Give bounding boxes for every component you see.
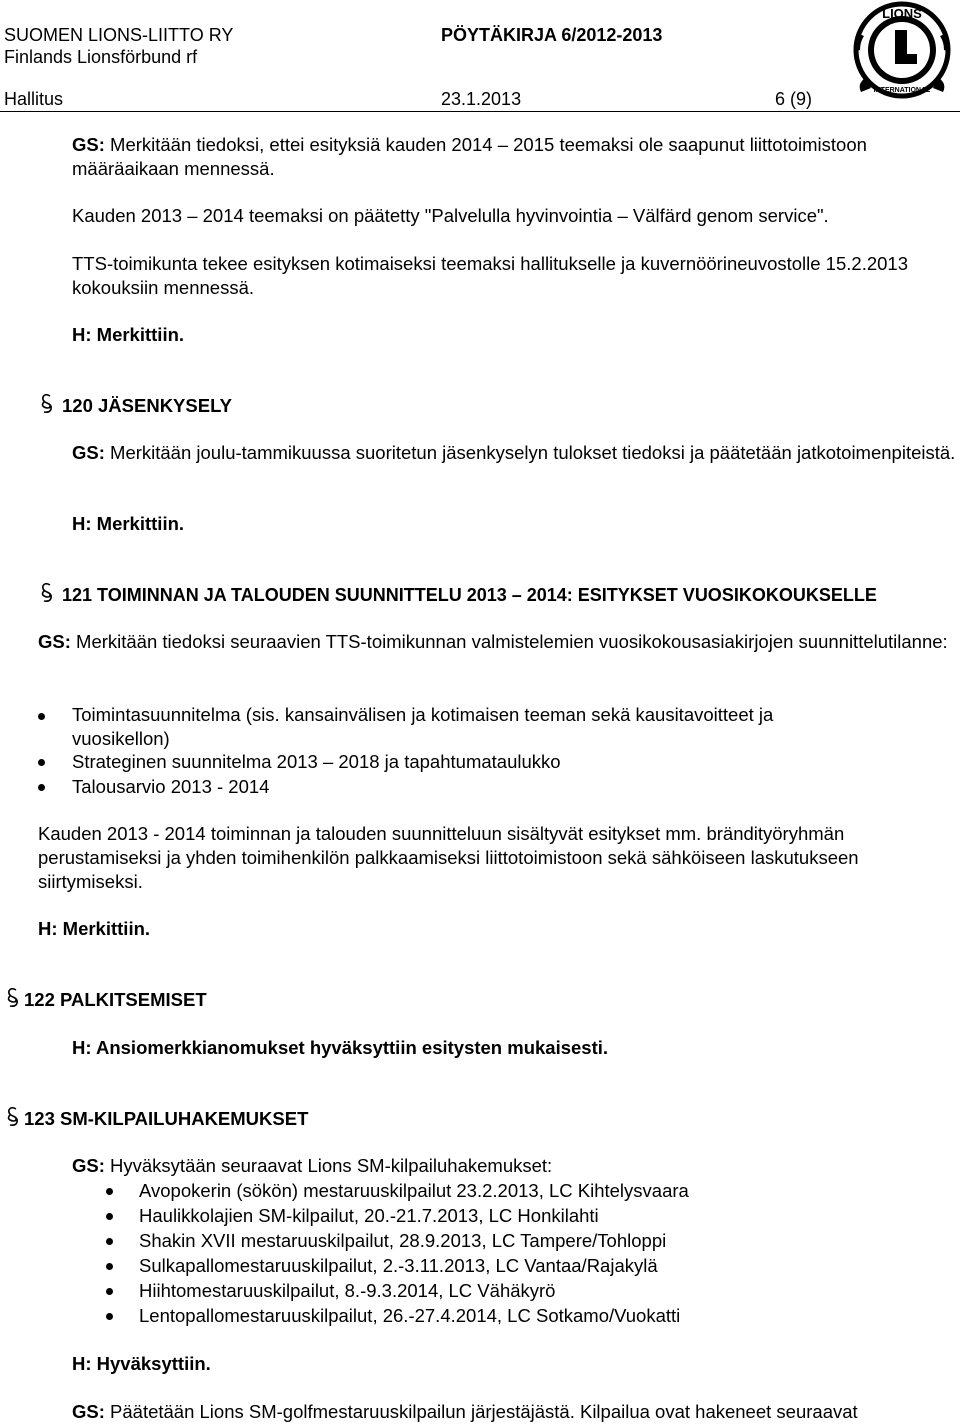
gs-label: GS: [72, 1401, 105, 1422]
section-121-gs-paragraph [38, 630, 958, 654]
list-item: Talousarvio 2013 - 2014 [72, 776, 270, 797]
header-rule [0, 111, 960, 112]
intro-gs-paragraph [72, 133, 957, 181]
gs-label: GS: [72, 1155, 105, 1176]
list-item-continuation: vuosikellon) [72, 728, 170, 749]
intro-paragraph-2: Kauden 2013 – 2014 teemaksi on päätetty "Palvelulla hyvinvointia – Välfärd genom service". [72, 205, 829, 226]
section-123-gs-paragraph [72, 1154, 957, 1178]
section-paragraph-icon [4, 986, 22, 1012]
list-item: Toimintasuunnitelma (sis. kansainvälisen ja kotimaisen teeman sekä kausitavoitteet ja [72, 704, 774, 725]
bullet-icon [106, 1188, 113, 1195]
bullet-icon [38, 759, 45, 766]
section-120-heading: 120 JÄSENKYSELY [62, 395, 233, 416]
section-paragraph-icon [4, 1105, 22, 1131]
header-body-name: Hallitus [4, 89, 64, 109]
list-item: Haulikkolajien SM-kilpailut, 20.-21.7.2013, LC Honkilahti [139, 1205, 599, 1226]
header-page-number: 6 (9) [775, 89, 813, 109]
section-121-body: Kauden 2013 - 2014 toiminnan ja talouden suunnitteluun sisältyvät esitykset mm. brändityöryhmän perustamiseksi ja yhden toimihenkilön palkkaamiseksi liittotoimistoon sekä sähköiseen laskutukseen siirtymiseksi. [38, 823, 859, 892]
section-123-gs2-paragraph [72, 1400, 957, 1424]
gs-label: GS: [38, 631, 71, 652]
org-name-sv: Finlands Lionsförbund rf [4, 47, 198, 67]
section-123-heading: 123 SM-KILPAILUHAKEMUKSET [24, 1108, 309, 1129]
section-120-gs-paragraph [72, 441, 957, 465]
logo-text-top: LIONS [882, 6, 922, 21]
logo-text-bottom: INTERNATIONAL [873, 87, 931, 94]
section-121-heading: 121 TOIMINNAN JA TALOUDEN SUUNNITTELU 2013 – 2014: ESITYKSET VUOSIKOKOUKSELLE [62, 585, 877, 605]
bullet-icon [106, 1263, 113, 1270]
section-120-gs-text: Merkitään joulu-tammikuussa suoritetun jäsenkyselyn tulokset tiedoksi ja päätetään jatkotoimenpiteistä. [104, 442, 956, 463]
bullet-icon [106, 1313, 113, 1320]
section-120-decision: H: Merkittiin. [72, 513, 185, 534]
bullet-icon [106, 1213, 113, 1220]
list-item: Shakin XVII mestaruuskilpailut, 28.9.2013, LC Tampere/Tohloppi [139, 1230, 667, 1251]
bullet-icon [38, 713, 45, 720]
section-paragraph-icon [38, 392, 56, 418]
intro-decision: H: Merkittiin. [72, 324, 185, 345]
header-date: 23.1.2013 [441, 89, 522, 109]
section-122-heading: 122 PALKITSEMISET [24, 989, 207, 1010]
list-item: Hiihtomestaruuskilpailut, 8.-9.3.2014, LC Vähäkyrö [139, 1280, 556, 1301]
bullet-icon [106, 1288, 113, 1295]
section-123-decision: H: Hyväksyttiin. [72, 1353, 211, 1374]
section-123-gs2-text: Päätetään Lions SM-golfmestaruuskilpailun järjestäjästä. Kilpailua ovat hakeneet seuraavat [104, 1401, 858, 1422]
list-item: Lentopallomestaruuskilpailut, 26.-27.4.2014, LC Sotkamo/Vuokatti [139, 1305, 681, 1326]
section-123-gs-text: Hyväksytään seuraavat Lions SM-kilpailuhakemukset: [104, 1155, 553, 1176]
gs-label: GS: [72, 134, 105, 155]
lions-logo [845, 0, 959, 108]
intro-gs-text: Merkitään tiedoksi, ettei esityksiä kauden 2014 – 2015 teemaksi ole saapunut liittotoimistoon määräaikaan mennessä. [72, 134, 867, 179]
section-121-decision: H: Merkittiin. [38, 918, 151, 939]
document-title: PÖYTÄKIRJA 6/2012-2013 [441, 25, 663, 45]
list-item: Avopokerin (sökön) mestaruuskilpailut 23.2.2013, LC Kihtelysvaara [139, 1180, 689, 1201]
list-item: Strateginen suunnitelma 2013 – 2018 ja tapahtumataulukko [72, 751, 561, 772]
bullet-icon [38, 784, 45, 791]
gs-label: GS: [72, 442, 105, 463]
bullet-icon [106, 1238, 113, 1245]
section-paragraph-icon [38, 581, 56, 607]
section-121-gs-text: Merkitään tiedoksi seuraavien TTS-toimikunnan valmistelemien vuosikokousasiakirjojen suunnittelutilanne: [70, 631, 948, 652]
org-name-fi: SUOMEN LIONS-LIITTO RY [4, 25, 234, 45]
intro-paragraph-3: TTS-toimikunta tekee esityksen kotimaiseksi teemaksi hallitukselle ja kuvernöörineuvostolle 15.2.2013 kokouksiin mennessä. [72, 253, 908, 298]
list-item: Sulkapallomestaruuskilpailut, 2.-3.11.2013, LC Vantaa/Rajakylä [139, 1255, 658, 1276]
section-122-decision: H: Ansiomerkkianomukset hyväksyttiin esitysten mukaisesti. [72, 1037, 609, 1058]
